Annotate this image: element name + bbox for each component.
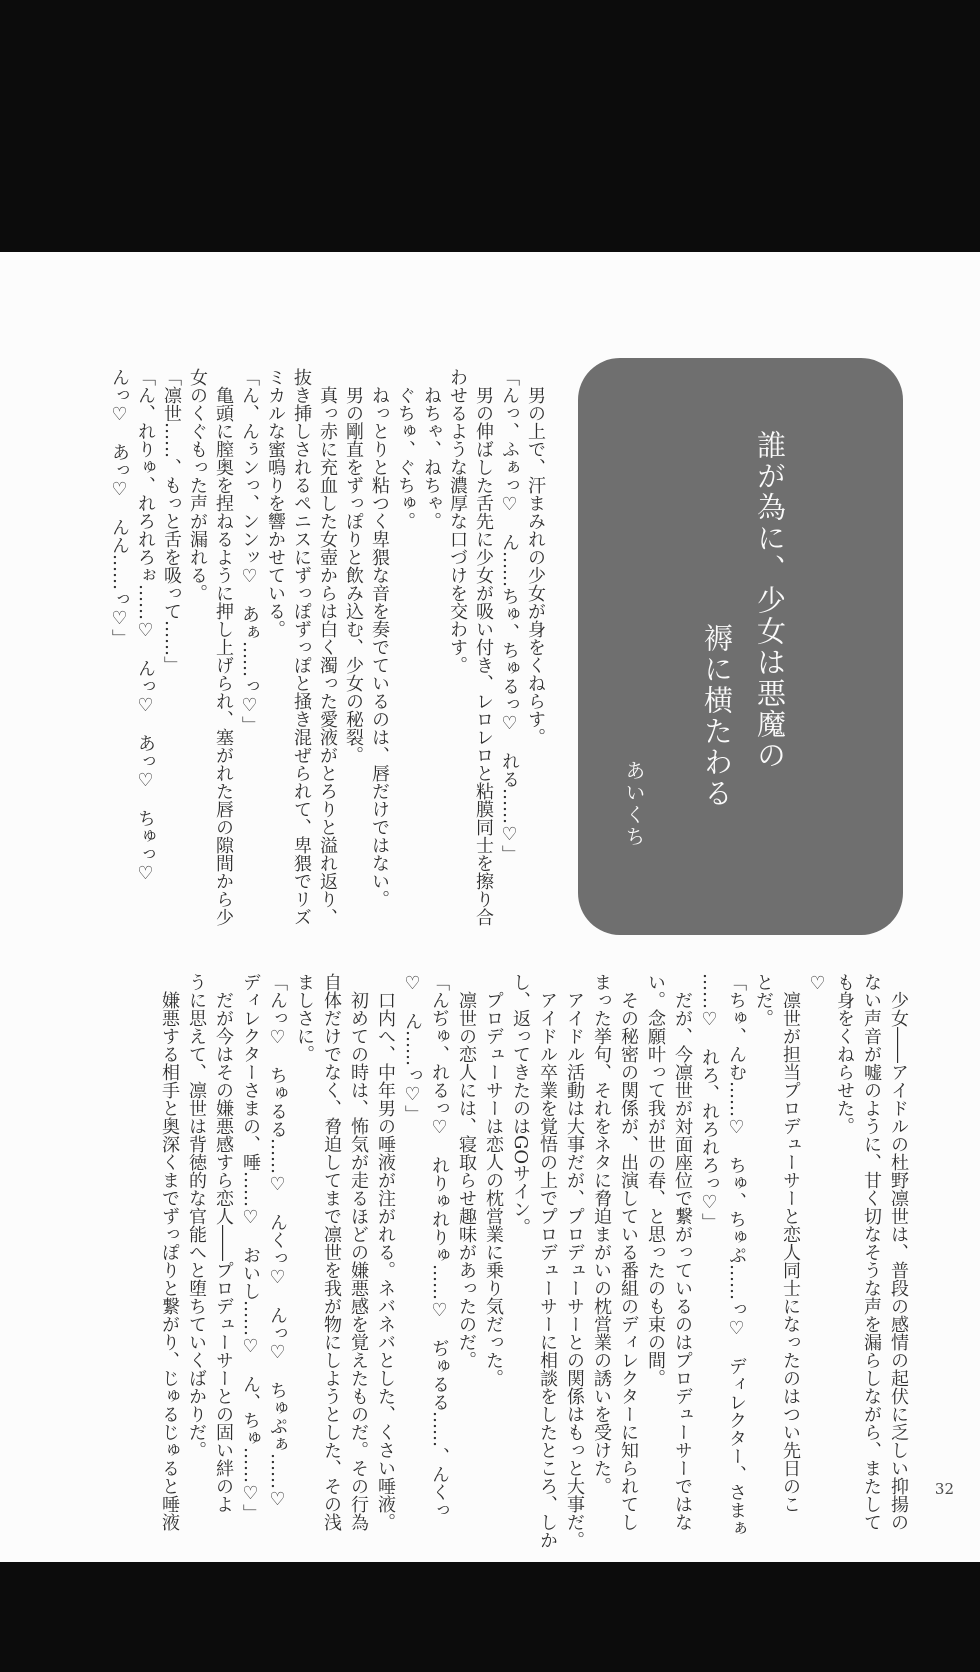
text-line: 男の伸ばした舌先に少女が吸い付き、レロレロと粘膜同士を擦り合: [473, 368, 494, 926]
text-line: 自体だけでなく、脅迫してまで凛世を我が物にしようとした、その浅: [321, 973, 342, 1531]
lower-text-column-band: [100, 973, 912, 1559]
text-line: 抜き挿しされるペニスにずっぽずっぽと掻き混ぜられて、卑猥でリズ: [291, 368, 312, 926]
text-line: 真っ赤に充血した女壺からは白く濁った愛液がとろりと溢れ返り、: [317, 368, 338, 926]
dialogue-line: 「ん、んぅンっ、ンンッ♡ あぁ……っ♡」: [239, 368, 260, 734]
dialogue-line: 「んっ♡ ちゅるる……♡ んくっ♡ んっ♡ ちゅぷぁ……♡: [267, 973, 288, 1510]
text-line: 亀頭に膣奥を捏ねるように押し上げられ、塞がれた唇の隙間から少: [213, 368, 234, 926]
dialogue-line: ♡ ん……っ♡」: [402, 973, 423, 1123]
text-line: 嫌悪する相手と奥深くまでずっぽりと繋がり、じゅるじゅると唾液: [159, 973, 180, 1531]
letterbox-bottom: [0, 1562, 980, 1672]
text-line: だが、今凛世が対面座位で繋がっているのはプロデューサーではな: [672, 973, 693, 1531]
dialogue-line: ……♡ れろ、れろれろっ♡」: [699, 973, 720, 1231]
dialogue-line: 「凛世……、もっと舌を吸って……」: [161, 368, 182, 674]
heart-section-divider: ♡: [807, 973, 828, 994]
text-line: 凛世が担当プロデューサーと恋人同士になったのはつい先日のこ: [780, 973, 801, 1513]
story-title-line2: 褥に横たわる: [700, 623, 734, 809]
dialogue-line: ディレクターさまの、唾……♡ おいし……♡ ん、ちゅ……♡」: [240, 973, 261, 1522]
text-line: い。念願叶って我が世の春、と思ったのも束の間。: [645, 973, 666, 1387]
dialogue-line: 「ん、れりゅ、れろれろぉ……♡ んっ♡ あっ♡ ちゅっ♡: [135, 368, 156, 884]
text-line: うに思えて、凛世は背徳的な官能へと堕ちていくばかりだ。: [186, 973, 207, 1459]
text-line: ない声音が嘘のように、甘く切なそうな声を漏らしながら、またして: [861, 973, 882, 1531]
text-line: プロデューサーは恋人の枕営業に乗り気だった。: [483, 973, 504, 1387]
letterbox-top: [0, 0, 980, 252]
upper-text-column-band: [100, 368, 548, 940]
text-line: 初めての時は、怖気が走るほどの嫌悪感を覚えたものだ。その行為: [348, 973, 369, 1531]
text-line: 凛世の恋人には、寝取らせ趣味があったのだ。: [456, 973, 477, 1369]
dialogue-line: んっ♡ あっ♡ んん……っ♡」: [109, 368, 130, 647]
text-line: ましさに。: [294, 973, 315, 1063]
text-line: ぐちゅ、ぐちゅ。: [395, 368, 416, 530]
dialogue-line: 「んっ、ふぁっ♡ ん……ちゅ、ちゅるっ♡ れる……♡」: [499, 368, 520, 863]
text-line: ミカルな蜜鳴りを響かせている。: [265, 368, 286, 638]
text-line: 口内へ、中年男の唾液が注がれる。ネバネバとした、くさい唾液。: [375, 973, 396, 1531]
text-line: だが今はその嫌悪感すら恋人――プロデューサーとの固い絆のよ: [213, 973, 234, 1513]
text-line: アイドル卒業を覚悟の上でプロデューサーに相談をしたところ、しか: [537, 973, 558, 1549]
text-line: し、返ってきたのはGOサイン。: [510, 973, 531, 1237]
text-line: わせるような濃厚な口づけを交わす。: [447, 368, 468, 674]
text-line: も身をくねらせた。: [834, 973, 855, 1135]
text-line: 男の上で、汗まみれの少女が身をくねらす。: [525, 368, 546, 746]
text-line: アイドル活動は大事だが、プロデューサーとの関係はもっと大事だ。: [564, 973, 585, 1549]
text-line: 少女――アイドルの杜野凛世は、普段の感情の起伏に乏しい抑揚の: [888, 973, 909, 1531]
story-author: あいくち: [622, 760, 646, 848]
page-number: 32: [934, 1480, 954, 1498]
text-line: ねっとりと粘つく卑猥な音を奏でているのは、唇だけではない。: [369, 368, 390, 908]
story-title-box: [578, 358, 903, 935]
text-line: 男の剛直をずっぽりと飲み込む、少女の秘裂。: [343, 368, 364, 764]
text-line: とだ。: [753, 973, 774, 1027]
text-line: その秘密の関係が、出演している番組のディレクターに知られてし: [618, 973, 639, 1531]
text-line: まった挙句、それをネタに脅迫まがいの枕営業の誘いを受けた。: [591, 973, 612, 1495]
dialogue-line: 「ちゅ、んむ……♡ ちゅ、ちゅぷ……っ♡ ディレクター、さまぁ: [726, 973, 747, 1537]
text-line: 女のくぐもった声が漏れる。: [187, 368, 208, 602]
dialogue-line: 「んぢゅ、れるっ♡ れりゅれりゅ……♡ ぢゅるる……、んくっ: [429, 973, 450, 1519]
text-line: ねちゃ、ねちゃ。: [421, 368, 442, 530]
story-title-line1: 誰が為に、少女は悪魔の: [753, 430, 787, 771]
